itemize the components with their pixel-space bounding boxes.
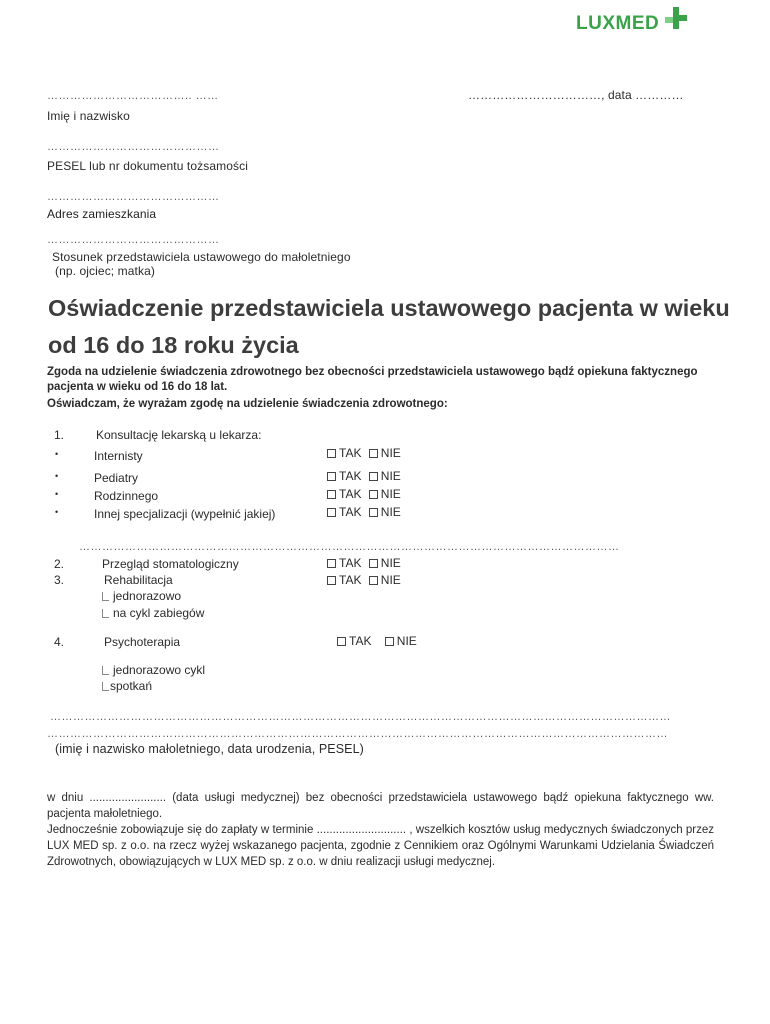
dental-options xyxy=(327,556,401,570)
checkbox-cycle[interactable] xyxy=(102,682,109,691)
no-label: NIE xyxy=(380,505,401,519)
no-label: NIE xyxy=(380,556,401,570)
item-3-label: Rehabilitacja xyxy=(104,573,173,587)
checkbox-once[interactable] xyxy=(102,592,109,601)
rehab-cycle-option xyxy=(102,606,204,620)
psycho-cycle xyxy=(0,679,770,695)
no-label: NIE xyxy=(380,573,401,587)
yes-label: TAK xyxy=(339,487,362,501)
internist-options xyxy=(327,446,401,460)
checkbox-once[interactable] xyxy=(102,666,109,675)
document-title: Oświadczenie przedstawiciela ustawowego pacjenta w wieku od 16 do 18 roku życia xyxy=(48,295,730,358)
yes-label: TAK xyxy=(339,505,362,519)
address-label: Adres zamieszkania xyxy=(47,207,157,221)
service-date-paragraph: w dniu ........................ (data usługi medycznej) bez obecności przedstawiciela ustawowego bądź opiekuna faktycznego ww. pacjenta małoletniego. xyxy=(47,792,714,820)
name-dots[interactable]: ……………………………….. …… xyxy=(47,90,219,102)
minor-label: (imię i nazwisko małoletniego, data urodzenia, PESEL) xyxy=(55,742,364,756)
other-label: Innej specjalizacji (wypełnić jakiej) xyxy=(94,507,276,521)
item-3 xyxy=(0,573,770,589)
option-internist xyxy=(0,446,770,465)
item-4 xyxy=(0,635,770,651)
checkbox-no[interactable] xyxy=(369,472,378,481)
rehab-once xyxy=(0,589,770,605)
minor-dots-1[interactable]: ……………………………………………………………………………………………………………………………………………… xyxy=(50,711,671,723)
relation-label: Stosunek przedstawiciela ustawowego do małoletniego xyxy=(52,250,351,264)
checkbox-no[interactable] xyxy=(385,637,394,646)
checkbox-no[interactable] xyxy=(369,576,378,585)
declaration-line: Oświadczam, że wyrażam zgodę na udzielenie świadczenia zdrowotnego: xyxy=(47,398,448,410)
option-family xyxy=(0,489,770,505)
no-label: NIE xyxy=(380,446,401,460)
option-other xyxy=(0,507,770,523)
bullet: • xyxy=(55,489,59,499)
no-label: NIE xyxy=(380,487,401,501)
consent-subtitle: Zgoda na udzielenie świadczenia zdrowotnego bez obecności przedstawiciela ustawowego bądź opiekuna faktycznego pacjenta w wieku od 16 do 18 lat. xyxy=(47,366,698,393)
checkbox-yes[interactable] xyxy=(327,449,336,458)
item-1-label: Konsultację lekarską u lekarza: xyxy=(96,428,262,442)
payment-obligation-paragraph: Jednocześnie zobowiązuje się do zapłaty w terminie ............................ , wszelkich kosztów usług medycznych świadczonych przez LUX MED sp. z o.o. na rzecz wyżej wskazanego pacjenta, zgodnie z Cennikiem oraz Ogólnymi Warunkami Udzielania Świadczeń Zdrowotnych, obowiązujących w LUX MED sp. z o.o. w dniu realizacji usługi medycznej. xyxy=(47,824,714,868)
rehab-once-option xyxy=(102,589,181,603)
minor-dots-2[interactable]: ……………………………………………………………………………………………………………………………………………… xyxy=(47,728,668,740)
item-1-number: 1. xyxy=(54,428,65,442)
item-2-label: Przegląd stomatologiczny xyxy=(102,557,239,571)
family-label: Rodzinnego xyxy=(94,489,159,503)
yes-label: TAK xyxy=(339,573,362,587)
yes-label: TAK xyxy=(339,469,362,483)
name-label: Imię i nazwisko xyxy=(47,109,130,123)
pesel-dots[interactable]: ……………………………………… xyxy=(47,141,220,153)
internist-label: Internisty xyxy=(94,449,143,463)
psycho-once-option xyxy=(102,663,205,677)
yes-label: TAK xyxy=(349,634,372,648)
rehab-cycle xyxy=(0,606,770,622)
item-3-number: 3. xyxy=(54,573,65,587)
checkbox-yes[interactable] xyxy=(327,508,336,517)
cross-icon xyxy=(661,5,689,33)
relation-dots[interactable]: ……………………………………… xyxy=(47,234,220,246)
option-pediatrician xyxy=(0,471,770,487)
address-dots[interactable]: ……………………………………… xyxy=(47,191,220,203)
date-field[interactable]: ……………………………, data ………… xyxy=(468,88,684,102)
bullet: • xyxy=(55,449,59,459)
checkbox-cycle[interactable] xyxy=(102,609,109,618)
other-specialization-dots[interactable]: …………………………………………………………………………………………………………………………… xyxy=(79,541,620,553)
bullet: • xyxy=(55,507,59,517)
yes-label: TAK xyxy=(339,556,362,570)
rehab-options xyxy=(327,573,401,587)
no-label: NIE xyxy=(396,634,417,648)
checkbox-no[interactable] xyxy=(369,490,378,499)
item-2-number: 2. xyxy=(54,557,65,571)
yes-label: TAK xyxy=(339,446,362,460)
rehab-once-label: jednorazowo xyxy=(113,589,182,603)
checkbox-yes[interactable] xyxy=(327,576,336,585)
pesel-label: PESEL lub nr dokumentu tożsamości xyxy=(47,159,248,173)
no-label: NIE xyxy=(380,469,401,483)
checkbox-yes[interactable] xyxy=(327,559,336,568)
psycho-cycle-option xyxy=(102,679,152,693)
checkbox-yes[interactable] xyxy=(337,637,346,646)
pediatrician-label: Pediatry xyxy=(94,471,139,485)
psychotherapy-options xyxy=(337,634,417,648)
other-options xyxy=(327,505,401,519)
item-4-number: 4. xyxy=(54,635,65,649)
item-1 xyxy=(0,428,770,444)
psycho-once-label: jednorazowo cykl xyxy=(113,663,206,677)
checkbox-no[interactable] xyxy=(369,508,378,517)
bullet: • xyxy=(55,471,59,481)
psycho-once xyxy=(0,663,770,679)
item-4-label: Psychoterapia xyxy=(104,635,181,649)
item-2 xyxy=(0,557,770,573)
luxmed-logo xyxy=(576,6,689,42)
checkbox-no[interactable] xyxy=(369,449,378,458)
checkbox-yes[interactable] xyxy=(327,490,336,499)
checkbox-yes[interactable] xyxy=(327,472,336,481)
relation-hint: (np. ojciec; matka) xyxy=(55,264,155,278)
rehab-cycle-label: na cykl zabiegów xyxy=(113,606,205,620)
checkbox-no[interactable] xyxy=(369,559,378,568)
logo-text: LUXMED xyxy=(576,13,660,34)
psycho-cycle-label: spotkań xyxy=(110,679,153,693)
pediatrician-options xyxy=(327,469,401,483)
family-options xyxy=(327,487,401,501)
